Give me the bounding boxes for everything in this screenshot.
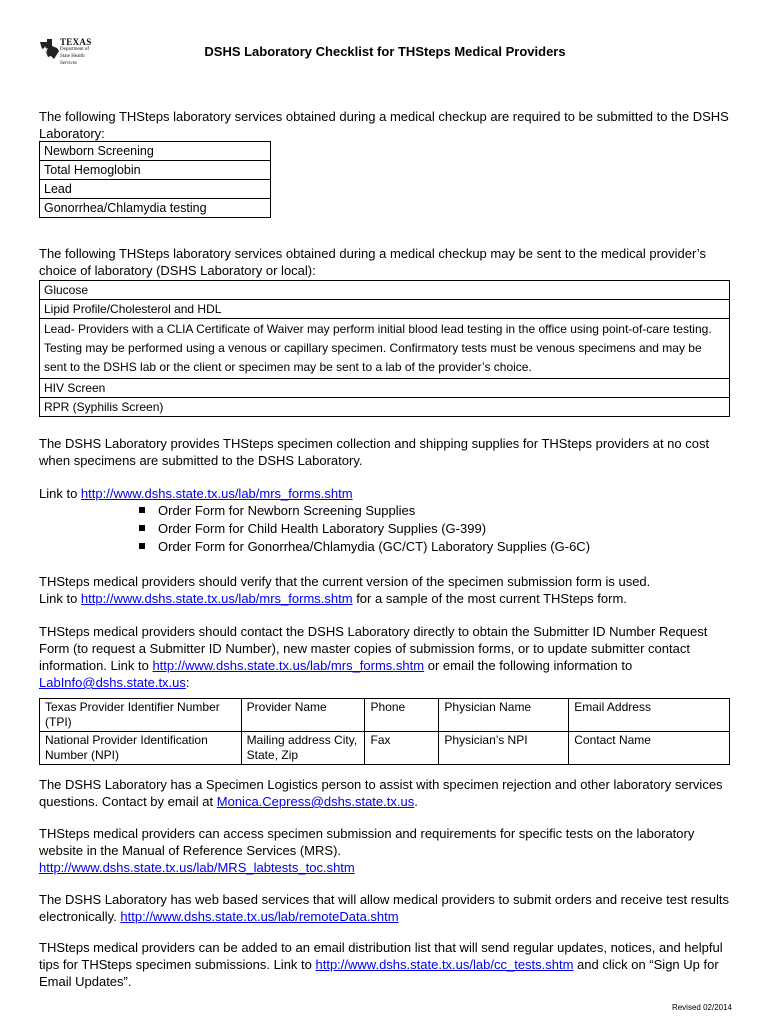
required-services-table bbox=[39, 141, 271, 218]
optional-item: RPR (Syphilis Screen) bbox=[40, 398, 730, 417]
verify-paragraph: THSteps medical providers should verify that the current version of the specimen submission form is used. Link to http://www.dshs.state.tx.us/lab/mrs_forms.shtm for a sample of the most current THSteps form. bbox=[39, 574, 651, 606]
logistics-paragraph: The DSHS Laboratory has a Specimen Logistics person to assist with specimen rejection and other laboratory services questions. Contact by email at Monica.Cepress@dshs.state.tx.us. bbox=[39, 777, 723, 809]
required-item: Lead bbox=[40, 180, 271, 199]
table-cell: Contact Name bbox=[569, 732, 730, 765]
optional-item: Glucose bbox=[40, 281, 730, 300]
table-cell: Physician’s NPI bbox=[439, 732, 569, 765]
cc-tests-link[interactable]: http://www.dshs.state.tx.us/lab/cc_tests.shtm bbox=[315, 957, 574, 972]
table-cell: Provider Name bbox=[241, 699, 365, 732]
web-services-paragraph: The DSHS Laboratory has web based services that will allow medical providers to submit orders and receive test results electronically. http://www.dshs.state.tx.us/lab/remoteData.shtm bbox=[39, 892, 730, 924]
mrs-forms-link[interactable]: http://www.dshs.state.tx.us/lab/mrs_forms.shtm bbox=[80, 591, 353, 606]
list-item: Order Form for Gonorrhea/Chlamydia (GC/CT) Laboratory Supplies (G-6C) bbox=[138, 538, 590, 556]
table-cell: Mailing address City, State, Zip bbox=[241, 732, 365, 765]
mrs-forms-link[interactable]: http://www.dshs.state.tx.us/lab/mrs_forms.shtm bbox=[152, 658, 425, 673]
revision-date: Revised 02/2014 bbox=[671, 1003, 732, 1012]
labinfo-email-link[interactable]: LabInfo@dshs.state.tx.us bbox=[39, 675, 186, 690]
page-title: DSHS Laboratory Checklist for THSteps Medical Providers bbox=[204, 44, 566, 59]
order-forms-list bbox=[138, 502, 590, 556]
submitter-info-table bbox=[39, 698, 730, 765]
required-intro: The following THSteps laboratory services obtained during a medical checkup are required to be submitted to the DSHS Laboratory: bbox=[39, 109, 729, 141]
required-item: Total Hemoglobin bbox=[40, 161, 271, 180]
table-cell: National Provider Identification Number (NPI) bbox=[40, 732, 242, 765]
optional-services-table bbox=[39, 280, 730, 417]
contact-paragraph: THSteps medical providers should contact the DSHS Laboratory directly to obtain the Submitter ID Number Request Form (to request a Submitter ID Number), new master copies of submission forms, or to update submitter contact information. Link to http://www.dshs.state.tx.us/lab/mrs_forms.shtm or email the following information to LabInfo@dshs.state.tx.us: bbox=[39, 624, 708, 690]
optional-intro: The following THSteps laboratory services obtained during a medical checkup may be sent to the medical provider’s choice of laboratory (DSHS Laboratory or local): bbox=[39, 246, 706, 278]
table-cell: Texas Provider Identifier Number (TPI) bbox=[40, 699, 242, 732]
list-item: Order Form for Newborn Screening Supplies bbox=[138, 502, 590, 520]
mrs-labtests-link[interactable]: http://www.dshs.state.tx.us/lab/MRS_labtests_toc.shtm bbox=[39, 860, 355, 875]
table-cell: Physician Name bbox=[439, 699, 569, 732]
email-list-paragraph: THSteps medical providers can be added to an email distribution list that will send regular updates, notices, and helpful tips for THSteps specimen submissions. Link to http://www.dshs.state.tx.us/lab/cc_tests.shtm and click on “Sign Up for Email Updates”. bbox=[39, 940, 723, 989]
optional-item: HIV Screen bbox=[40, 379, 730, 398]
mrs-forms-link[interactable]: http://www.dshs.state.tx.us/lab/mrs_forms.shtm bbox=[80, 486, 353, 501]
supplies-text: The DSHS Laboratory provides THSteps specimen collection and shipping supplies for THSteps providers at no cost when specimens are submitted to the DSHS Laboratory. bbox=[39, 436, 710, 468]
required-item: Gonorrhea/Chlamydia testing bbox=[40, 199, 271, 218]
table-cell: Email Address bbox=[569, 699, 730, 732]
list-item: Order Form for Child Health Laboratory Supplies (G-399) bbox=[138, 520, 590, 538]
table-cell: Phone bbox=[365, 699, 439, 732]
dshs-logo: TEXAS Department of State Health Services bbox=[38, 38, 98, 62]
required-item: Newborn Screening bbox=[40, 142, 271, 161]
remote-data-link[interactable]: http://www.dshs.state.tx.us/lab/remoteData.shtm bbox=[120, 909, 399, 924]
optional-item: Lead- Providers with a CLIA Certificate of Waiver may perform initial blood lead testing in the office using point-of-care testing. Testing may be performed using a venous or capillary specimen. Confirmatory tests must be venous specimens and may be sent to the DSHS lab or the client or specimen may be sent to a lab of the provider’s choice. bbox=[40, 319, 730, 379]
table-row bbox=[40, 699, 730, 732]
logistics-email-link[interactable]: Monica.Cepress@dshs.state.tx.us bbox=[216, 794, 415, 809]
mrs-paragraph: THSteps medical providers can access specimen submission and requirements for specific tests on the laboratory website in the Manual of Reference Services (MRS). http://www.dshs.state.tx.us/lab/MRS_labtests_toc.shtm bbox=[39, 826, 695, 875]
table-cell: Fax bbox=[365, 732, 439, 765]
supplies-link-line: Link to http://www.dshs.state.tx.us/lab/mrs_forms.shtm bbox=[39, 486, 353, 501]
optional-item: Lipid Profile/Cholesterol and HDL bbox=[40, 300, 730, 319]
table-row bbox=[40, 732, 730, 765]
